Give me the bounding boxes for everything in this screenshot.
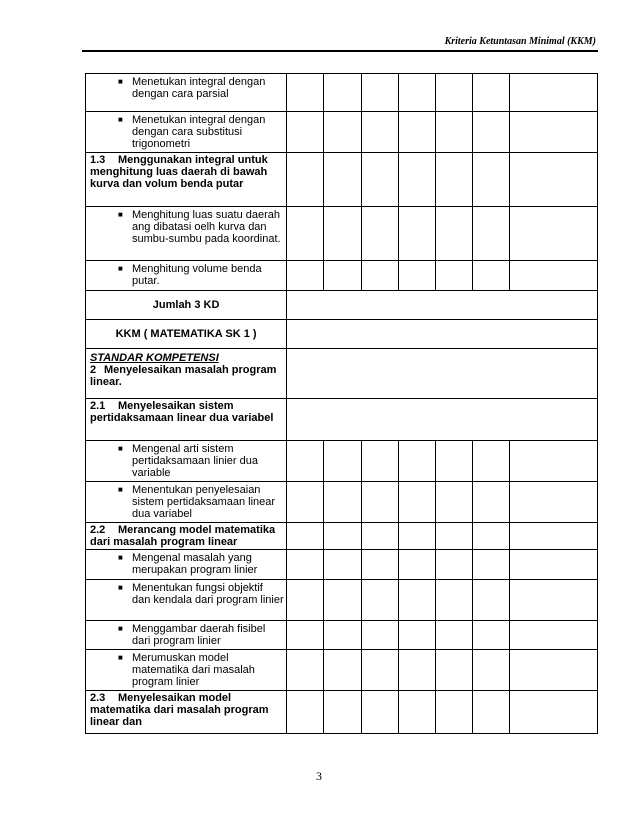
table-row — [86, 112, 598, 153]
indicator-text: Menetukan integral dengan dengan cara substitusi trigonometri — [132, 114, 266, 150]
bullet-icon: ■ — [118, 264, 123, 273]
table-row — [86, 691, 598, 734]
bullet-icon: ■ — [118, 77, 123, 86]
indicator-text: Menghitung luas suatu daerah ang dibatasi oelh kurva dan sumbu-sumbu pada koordinat. — [132, 209, 281, 245]
kkm-title: KKM ( MATEMATIKA SK 1 ) — [86, 320, 287, 349]
jumlah-label: Jumlah 3 KD — [86, 291, 287, 320]
kkm-table — [85, 73, 598, 734]
table-row — [86, 550, 598, 580]
table-row — [86, 523, 598, 550]
bullet-icon: ■ — [118, 653, 123, 662]
table-row — [86, 320, 598, 349]
table-row — [86, 399, 598, 441]
bullet-icon: ■ — [118, 553, 123, 562]
bullet-icon: ■ — [118, 444, 123, 453]
sk-number: 2 — [90, 364, 97, 376]
indicator-text: Menghitung volume benda putar. — [132, 263, 262, 287]
kd-text: Merancang model matematika dari masalah program linear — [90, 524, 276, 548]
kd-number: 2.1 — [90, 400, 106, 412]
indicator-text: Menentukan penyelesaian sistem pertidaksamaan linear dua variabel — [132, 484, 276, 520]
bullet-icon: ■ — [118, 583, 123, 592]
indicator-text: Menggambar daerah fisibel dari program linier — [132, 623, 266, 647]
bullet-icon: ■ — [118, 485, 123, 494]
kd-number: 2.2 — [90, 524, 106, 536]
page-number: 3 — [316, 769, 322, 783]
table-row — [86, 580, 598, 621]
bullet-icon: ■ — [118, 115, 123, 124]
indicator-text: Menentukan fungsi objektif dan kendala dari program linier — [132, 582, 284, 606]
table-row — [86, 650, 598, 691]
kd-number: 2.3 — [90, 692, 106, 704]
table-row — [86, 621, 598, 650]
table-row — [86, 261, 598, 291]
indicator-text: Mengenal arti sistem pertidaksamaan linier dua variable — [132, 443, 258, 479]
kd-text: Menyelesaikan model matematika dari masalah program linear dan — [90, 692, 269, 728]
table-row — [86, 441, 598, 482]
table-row — [86, 153, 598, 207]
kd-text: Menyelesaikan sistem pertidaksamaan linear dua variabel — [90, 400, 274, 424]
table-row — [86, 291, 598, 320]
header-title: Kriteria Ketuntasan Minimal (KKM) — [444, 36, 596, 47]
bullet-icon: ■ — [118, 624, 123, 633]
indicator-text: Menetukan integral dengan dengan cara parsial — [132, 76, 266, 100]
kd-text: Menggunakan integral untuk menghitung luas daerah di bawah kurva dan volum benda putar — [90, 154, 268, 190]
sk-text: Menyelesaikan masalah program linear. — [90, 364, 277, 388]
indicator-text: Mengenal masalah yang merupakan program linier — [132, 552, 258, 576]
table-row — [86, 207, 598, 261]
bullet-icon: ■ — [118, 210, 123, 219]
standar-kompetensi-label: STANDAR KOMPETENSI — [90, 352, 219, 364]
header-rule — [82, 50, 598, 52]
table-row — [86, 349, 598, 399]
table-row — [86, 74, 598, 112]
kd-number: 1.3 — [90, 154, 106, 166]
table-row — [86, 482, 598, 523]
indicator-text: Merumuskan model matematika dari masalah program linier — [132, 652, 255, 688]
